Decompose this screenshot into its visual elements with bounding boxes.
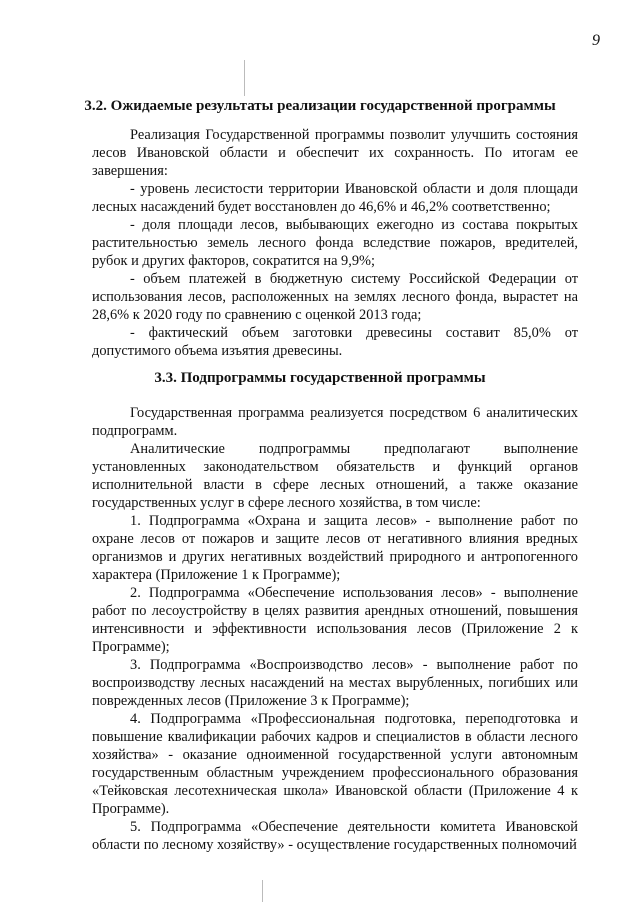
list-item: 1. Подпрограмма «Охрана и защита лесов» - выполнение работ по охране лесов от пожаров и защите лесов от негативного влияния вредных организмов и других негативных воздействий природного и антропогенного характера (Приложение 1 к Программе); [92, 513, 578, 583]
list-item: 5. Подпрограмма «Обеспечение деятельности комитета Ивановской области по лесному хозяйству» - осуществление государственных полномочий [92, 819, 578, 853]
list-item: 2. Подпрограмма «Обеспечение использования лесов» - выполнение работ по лесоустройству в целях развития арендных отношений, повышения интенсивности и эффективности использования лесов (Приложение 2 к Программе); [92, 585, 578, 655]
section-body-expected-results [92, 126, 578, 360]
list-item: - уровень лесистости территории Ивановской области и доля площади лесных насаждений будет восстановлен до 46,6% и 46,2% соответственно; [92, 181, 578, 215]
list-item: 3. Подпрограмма «Воспроизводство лесов» - выполнение работ по воспроизводству лесных насаждений на местах вырубленных, погибших или поврежденных лесов (Приложение 3 к Программе); [92, 657, 578, 709]
paragraph: Государственная программа реализуется посредством 6 аналитических подпрограмм. [92, 405, 578, 439]
page-number: 9 [592, 32, 600, 49]
paragraph: Реализация Государственной программы позволит улучшить состояния лесов Ивановской области и обеспечит их сохранность. По итогам ее завершения: [92, 127, 578, 179]
section-heading-subprograms: 3.3. Подпрограммы государственной программы [154, 370, 486, 386]
section-heading-expected-results: 3.2. Ожидаемые результаты реализации государственной программы [84, 98, 556, 114]
scan-mark-bottom [262, 880, 263, 902]
paragraph: Аналитические подпрограммы предполагают выполнение установленных законодательством обязательств и функций органов исполнительной власти в сфере лесных отношений, а также оказание государственных услуг в сфере лесного хозяйства, в том числе: [92, 441, 578, 511]
list-item: 4. Подпрограмма «Профессиональная подготовка, переподготовка и повышение квалификации рабочих кадров и специалистов в области лесного хозяйства» - оказание одноименной государственной услуги автономным государственным областным учреждением профессионального образования «Тейковская лесотехническая школа» Ивановской области (Приложение 4 к Программе). [92, 711, 578, 817]
section-body-subprograms [92, 404, 578, 854]
list-item: - объем платежей в бюджетную систему Российской Федерации от использования лесов, расположенных на землях лесного фонда, вырастет на 28,6% к 2020 году по сравнению с оценкой 2013 года; [92, 271, 578, 323]
list-item: - фактический объем заготовки древесины составит 85,0% от допустимого объема изъятия древесины. [92, 325, 578, 359]
list-item: - доля площади лесов, выбывающих ежегодно из состава покрытых растительностью земель лесного фонда вследствие пожаров, вредителей, рубок и других факторов, сократится на 9,9%; [92, 217, 578, 269]
scan-mark-top [244, 60, 245, 96]
